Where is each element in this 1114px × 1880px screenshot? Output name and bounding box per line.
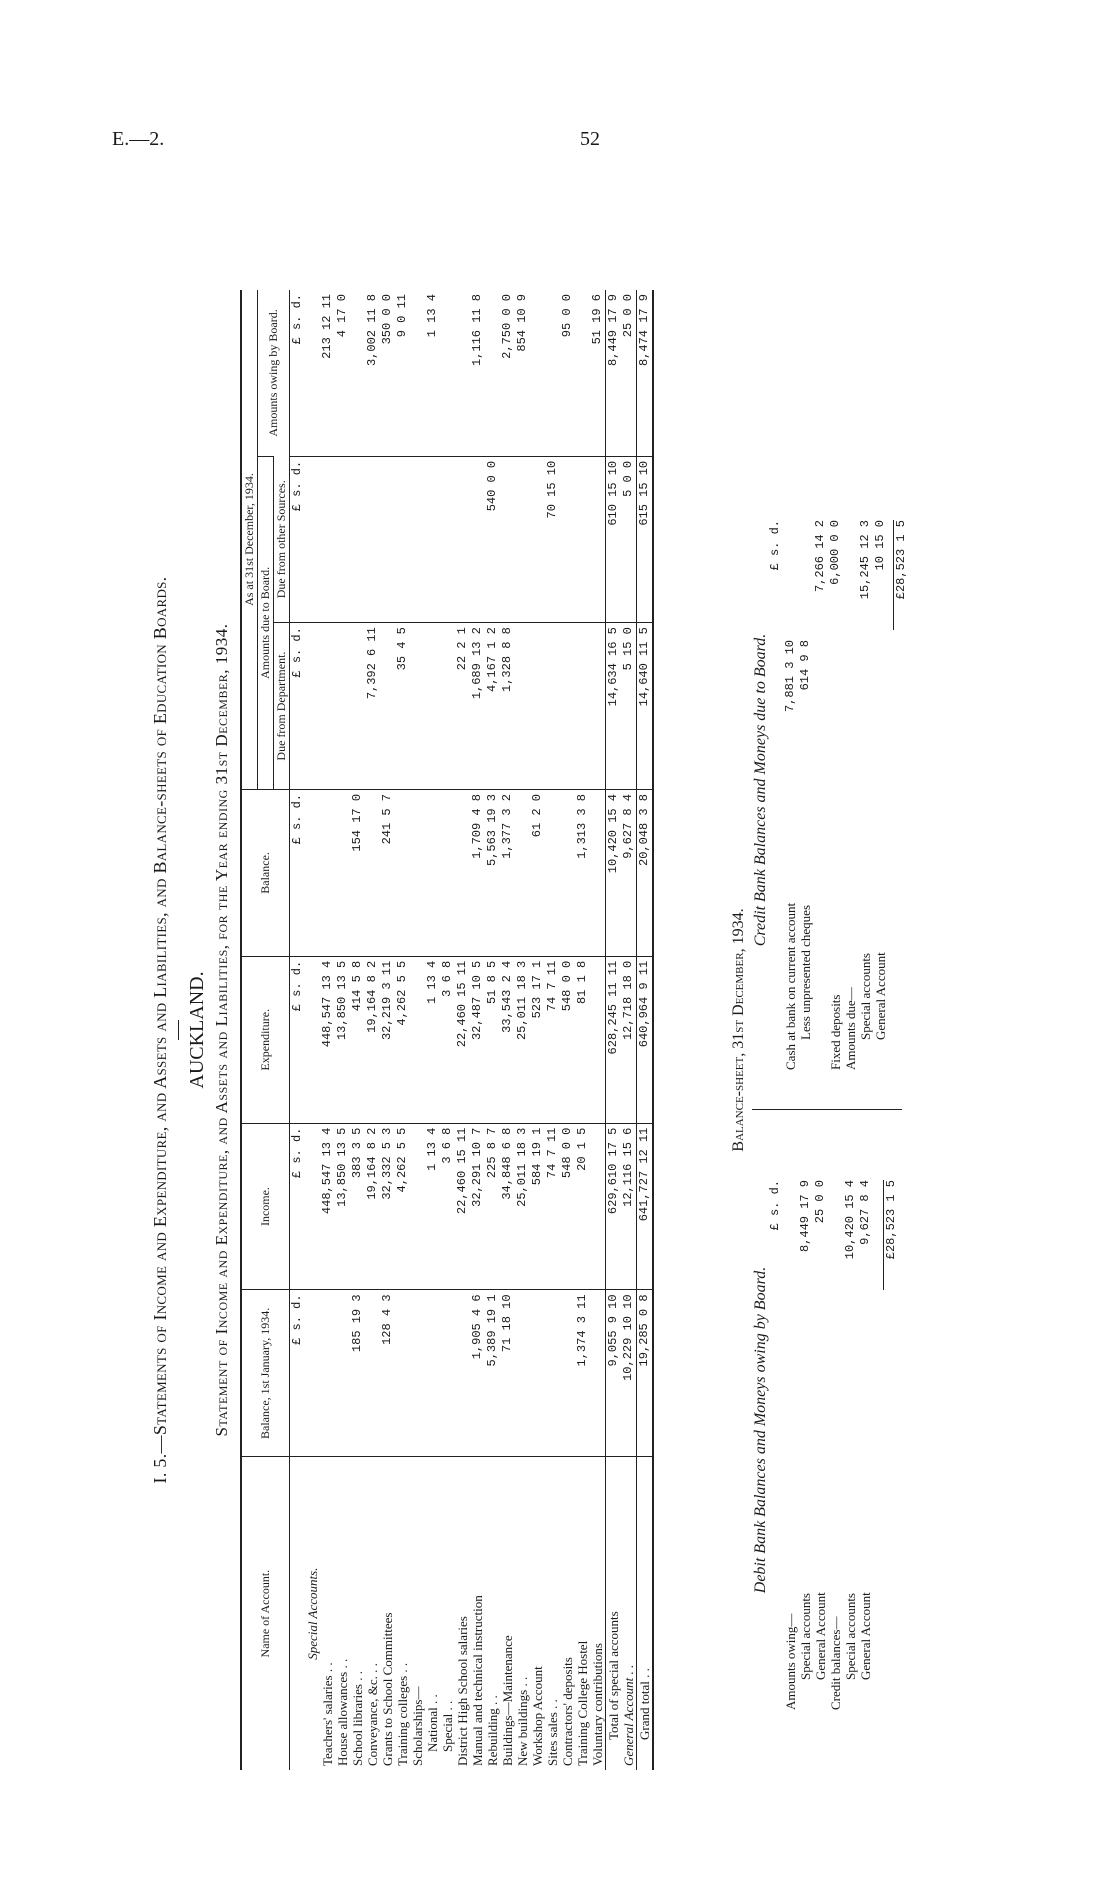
lsd-header: £ s. d. [290, 623, 306, 790]
amount-cell [515, 1290, 530, 1457]
account-name: Grants to School Committees [380, 1457, 395, 1770]
amount-cell [425, 456, 440, 622]
amount-cell [410, 956, 425, 1123]
balance-divider [752, 1109, 902, 1110]
account-name: Rebuilding . . [485, 1457, 500, 1770]
lsd-spacer [290, 1457, 306, 1770]
amount-cell: 4,262 5 5 [395, 956, 410, 1123]
amount-cell: 13,850 13 5 [335, 956, 350, 1123]
table-row [515, 290, 530, 1770]
amount-cell: 33,543 2 4 [500, 956, 515, 1123]
table-row [395, 290, 410, 1770]
district-title: AUCKLAND. [186, 971, 208, 1089]
amount-cell: 5 0 0 [621, 456, 637, 622]
statement-title: Statement of Income and Expenditure, and Assets and Liabilities, for the Year ending 31st December, 1934. [212, 623, 231, 1437]
amount-cell: 629,610 17 5 [606, 1123, 622, 1290]
amount-cell: 448,547 13 4 [320, 956, 335, 1123]
amount-cell [350, 456, 365, 622]
account-name: Scholarships— [410, 1457, 425, 1770]
income-expenditure-table [240, 290, 654, 1770]
amount-cell: 241 5 7 [380, 789, 395, 956]
lsd-header: £ s. d. [290, 456, 306, 622]
lsd-header: £ s. d. [290, 294, 304, 345]
amount-cell: 4,262 5 5 [395, 1123, 410, 1290]
col-balance-header: Balance. [241, 789, 290, 956]
credit-line-label: Amounts due— [843, 987, 858, 1070]
as-at-header: As at 31st December, 1934. [241, 290, 258, 789]
amount-cell [410, 1290, 425, 1457]
amount-cell [440, 290, 455, 456]
amount-cell: 19,285 0 8 [637, 1290, 654, 1457]
main-title: I. 5.—Statements of Income and Expenditure, and Assets and Liabilities, and Balance-sheets of Education Boards. [150, 576, 170, 1484]
amount-cell: 10,420 15 4 [606, 789, 622, 956]
amount-cell [560, 623, 575, 790]
amount-cell: 1,377 3 2 [500, 789, 515, 956]
amount-cell [560, 789, 575, 956]
amount-cell [515, 623, 530, 790]
amount-cell: 32,332 5 3 [380, 1123, 395, 1290]
amount-cell: 12,718 18 0 [621, 956, 637, 1123]
amount-cell: 641,727 12 11 [637, 1123, 654, 1290]
amount-cell: 548 0 0 [560, 1123, 575, 1290]
table-row [350, 290, 365, 1770]
account-name: District High School salaries [455, 1457, 470, 1770]
debit-lsd-header: £ s. d. [768, 1180, 782, 1231]
divider [178, 1020, 179, 1040]
amount-cell: 1,689 13 2 [470, 623, 485, 790]
amount-cell [380, 623, 395, 790]
credit-lsd-header: £ s. d. [768, 520, 782, 571]
amount-cell: 548 0 0 [560, 956, 575, 1123]
amount-cell: 154 17 0 [350, 789, 365, 956]
amount-cell [350, 290, 365, 456]
amount-cell: 25 0 0 [621, 294, 635, 338]
debit-line-amount: 10,420 15 4 [843, 1180, 857, 1260]
amount-cell [320, 1290, 335, 1457]
amount-cell [575, 290, 590, 456]
table-row [365, 290, 380, 1770]
amount-cell: 19,164 8 2 [365, 956, 380, 1123]
debit-total: £28,523 1 5 [883, 1180, 898, 1290]
credit-title: Credit Bank Balances and Moneys due to Board. [752, 633, 769, 947]
amount-cell [410, 1123, 425, 1290]
amount-cell [305, 1123, 320, 1290]
amount-cell: 628,245 11 11 [606, 956, 622, 1123]
amount-cell: 5 15 0 [621, 623, 637, 790]
table-row [335, 290, 350, 1770]
amount-cell [500, 456, 515, 622]
amount-cell [590, 956, 606, 1123]
amount-cell [530, 623, 545, 790]
amount-cell [590, 456, 606, 622]
lsd-header: £ s. d. [290, 956, 306, 1123]
amount-cell [305, 956, 320, 1123]
amount-cell: 74 7 11 [545, 956, 560, 1123]
amount-cell [455, 290, 470, 456]
table-row [440, 290, 455, 1770]
amount-cell [545, 623, 560, 790]
amount-cell [545, 789, 560, 956]
amount-cell [305, 290, 320, 456]
account-name: Sites sales . . [545, 1457, 560, 1770]
credit-line-amount2: 15,245 12 3 [858, 520, 872, 600]
amount-cell: 1,328 8 8 [500, 623, 515, 790]
table-body [305, 290, 653, 1770]
amount-cell: 25,011 18 3 [515, 1123, 530, 1290]
table-row [545, 290, 560, 1770]
rotated-content [150, 230, 950, 1830]
amount-cell [590, 623, 606, 790]
amount-cell [305, 789, 320, 956]
account-name: National . . [425, 1457, 440, 1770]
amount-cell: 51 19 6 [590, 294, 604, 345]
amount-cell: 22,460 15 11 [455, 956, 470, 1123]
amount-cell [350, 623, 365, 790]
credit-line-label: Less unpresented cheques [798, 904, 813, 1040]
table-row [410, 290, 425, 1770]
lsd-header: £ s. d. [290, 1290, 306, 1457]
amount-cell: 523 17 1 [530, 956, 545, 1123]
amount-cell [455, 1290, 470, 1457]
amount-cell: 95 0 0 [560, 294, 574, 338]
amount-cell [335, 623, 350, 790]
credit-line-label: Special accounts [858, 953, 873, 1040]
amount-cell: 81 1 8 [575, 956, 590, 1123]
amount-cell: 350 0 0 [380, 294, 394, 345]
amount-cell [335, 456, 350, 622]
amount-cell [485, 290, 500, 456]
amount-cell: 9,627 8 4 [621, 789, 637, 956]
amount-cell: 5,389 19 1 [485, 1290, 500, 1457]
amount-cell: 32,219 3 11 [380, 956, 395, 1123]
amount-cell: 32,487 10 5 [470, 956, 485, 1123]
amount-cell: 1,905 4 6 [470, 1290, 485, 1457]
amount-cell: 854 10 9 [515, 294, 529, 352]
account-name: School libraries . . [350, 1457, 365, 1770]
amount-cell: 22 2 1 [455, 623, 470, 790]
amount-cell: 20,048 3 8 [637, 789, 654, 956]
amount-cell: 8,474 17 9 [637, 290, 654, 456]
account-name: Contractors' deposits [560, 1457, 575, 1770]
amount-cell: 7,392 6 11 [365, 623, 380, 790]
debit-line-label: Amounts owing— [783, 1613, 798, 1710]
amount-cell: 448,547 13 4 [320, 1123, 335, 1290]
amount-cell [575, 623, 590, 790]
amount-cell [425, 1290, 440, 1457]
table-row [425, 290, 440, 1770]
amount-cell [320, 456, 335, 622]
account-name: Grand total . . [637, 1457, 654, 1770]
amount-cell: 213 12 11 [320, 294, 334, 359]
col-income-header: Income. [241, 1123, 290, 1290]
table-row [305, 290, 320, 1770]
amount-cell [515, 789, 530, 956]
account-name: Special Accounts. [305, 1457, 320, 1770]
balance-sheet-title: Balance-sheet, 31st December, 1934. [730, 908, 747, 1152]
table-row [380, 290, 395, 1770]
amount-cell [410, 456, 425, 622]
debit-line-amount: 8,449 17 9 [798, 1180, 812, 1253]
table-row [606, 290, 622, 1770]
page-number: 52 [580, 128, 600, 150]
account-name: Special . . [440, 1457, 455, 1770]
credit-line-label: Cash at bank on current account [783, 902, 798, 1070]
amount-cell [410, 789, 425, 956]
amount-cell: 4,167 1 2 [485, 623, 500, 790]
amount-cell: 20 1 5 [575, 1123, 590, 1290]
credit-line-label: Fixed deposits [828, 994, 843, 1070]
amount-cell [320, 789, 335, 956]
amount-cell [365, 789, 380, 956]
amount-cell: 3,002 11 8 [365, 294, 379, 367]
amount-cell: 35 4 5 [395, 623, 410, 790]
table-row [500, 290, 515, 1770]
account-name: House allowances . . [335, 1457, 350, 1770]
amount-cell [530, 456, 545, 622]
account-name: General Account . . [621, 1457, 637, 1770]
debit-line-label: General Account [813, 1592, 828, 1680]
amount-cell: 1 13 4 [425, 294, 439, 338]
amount-cell [590, 1123, 606, 1290]
amount-cell [575, 456, 590, 622]
amount-cell [470, 456, 485, 622]
page-ref: E.—2. [112, 128, 165, 150]
account-name: Training College Hostel [575, 1457, 590, 1770]
account-name: Teachers' salaries . . [320, 1457, 335, 1770]
table-row [470, 290, 485, 1770]
amount-cell: 34,848 6 8 [500, 1123, 515, 1290]
amount-cell: 1,709 4 8 [470, 789, 485, 956]
amount-cell: 14,634 16 5 [606, 623, 622, 790]
amount-cell [590, 789, 606, 956]
account-name: Voluntary contributions [590, 1457, 606, 1770]
col-balance-open-header: Balance, 1st January, 1934. [241, 1290, 290, 1457]
amount-cell [395, 789, 410, 956]
table-row [320, 290, 335, 1770]
account-name: Conveyance, &c. . . [365, 1457, 380, 1770]
amount-cell: 74 7 11 [545, 1123, 560, 1290]
credit-line-label: General Account [873, 952, 888, 1040]
amount-cell: 414 5 8 [350, 956, 365, 1123]
col-name-header: Name of Account. [241, 1457, 290, 1770]
amount-cell [455, 456, 470, 622]
col-due-dept-header: Due from Department. [274, 623, 290, 790]
col-expenditure-header: Expenditure. [241, 956, 290, 1123]
amount-cell: 5,563 19 3 [485, 789, 500, 956]
credit-total: £28,523 1 5 [893, 520, 908, 630]
amount-cell: 22,460 15 11 [455, 1123, 470, 1290]
amount-cell [530, 1290, 545, 1457]
table-row [575, 290, 590, 1770]
account-name: New buildings . . [515, 1457, 530, 1770]
account-name: Workshop Account [530, 1457, 545, 1770]
amount-cell [410, 623, 425, 790]
amount-cell [560, 1290, 575, 1457]
amount-cell [440, 789, 455, 956]
credit-line-amount2: 7,266 14 2 [813, 520, 827, 593]
credit-line-amount: 7,881 3 10 [783, 640, 797, 713]
amount-cell [305, 1290, 320, 1457]
amount-cell: 2,750 0 0 [500, 294, 514, 359]
amount-cell: 13,850 13 5 [335, 1123, 350, 1290]
col-due-other-header: Due from other Sources. [274, 456, 290, 622]
amount-cell: 19,164 8 2 [365, 1123, 380, 1290]
debit-line-label: Credit balances— [828, 1616, 843, 1710]
amount-cell [305, 456, 320, 622]
debit-line-label: General Account [858, 1592, 873, 1680]
debit-line-label: Special accounts [798, 1593, 813, 1680]
credit-line-amount: 614 9 8 [798, 640, 812, 691]
amount-cell: 584 19 1 [530, 1123, 545, 1290]
table-row [485, 290, 500, 1770]
table-row [621, 290, 637, 1770]
amount-cell [440, 1290, 455, 1457]
amount-cell: 14,640 11 5 [637, 623, 654, 790]
amount-cell: 12,116 15 6 [621, 1123, 637, 1290]
amount-cell: 1 13 4 [425, 956, 440, 1123]
amount-cell [380, 456, 395, 622]
amount-cell: 61 2 0 [530, 789, 545, 956]
amount-cell: 383 3 5 [350, 1123, 365, 1290]
credit-line-amount2: 6,000 0 0 [828, 520, 842, 585]
account-name: Manual and technical instruction [470, 1457, 485, 1770]
amount-cell: 540 0 0 [485, 456, 500, 622]
amounts-due-header: Amounts due to Board. [258, 456, 274, 789]
col-owing-header: Amounts owing by Board. [258, 290, 290, 456]
debit-line-amount: 9,627 8 4 [858, 1180, 872, 1245]
amount-cell [410, 290, 425, 456]
amount-cell [455, 789, 470, 956]
amount-cell: 51 8 5 [485, 956, 500, 1123]
amount-cell: 32,291 10 7 [470, 1123, 485, 1290]
amount-cell [395, 1290, 410, 1457]
debit-line-amount: 25 0 0 [813, 1180, 827, 1224]
amount-cell [560, 456, 575, 622]
amount-cell: 610 15 10 [606, 456, 622, 622]
amount-cell [545, 290, 560, 456]
amount-cell: 1 13 4 [425, 1123, 440, 1290]
debit-title: Debit Bank Balances and Moneys owing by Board. [752, 1266, 769, 1594]
account-name: Training colleges . . [395, 1457, 410, 1770]
amount-cell [425, 789, 440, 956]
table-row [530, 290, 545, 1770]
amount-cell: 70 15 10 [545, 456, 560, 622]
amount-cell: 8,449 17 9 [606, 290, 622, 456]
amount-cell [545, 1290, 560, 1457]
amount-cell: 9 0 11 [395, 294, 409, 338]
amount-cell: 1,116 11 8 [470, 294, 484, 367]
amount-cell [320, 623, 335, 790]
amount-cell: 640,964 9 11 [637, 956, 654, 1123]
amount-cell: 185 19 3 [350, 1290, 365, 1457]
amount-cell [515, 456, 530, 622]
amount-cell [440, 456, 455, 622]
amount-cell: 25,011 18 3 [515, 956, 530, 1123]
table-row [590, 290, 606, 1770]
account-name: Total of special accounts [606, 1457, 622, 1770]
amount-cell: 10,229 10 10 [621, 1290, 637, 1457]
account-name: Buildings—Maintenance [500, 1457, 515, 1770]
amount-cell [365, 456, 380, 622]
amount-cell: 1,313 3 8 [575, 789, 590, 956]
amount-cell: 3 6 8 [440, 1123, 455, 1290]
table-row [455, 290, 470, 1770]
credit-line-amount2: 10 15 0 [873, 520, 887, 571]
amount-cell [395, 456, 410, 622]
lsd-header: £ s. d. [290, 1123, 306, 1290]
amount-cell: 128 4 3 [380, 1290, 395, 1457]
amount-cell [335, 1290, 350, 1457]
table-row [637, 290, 654, 1770]
amount-cell: 1,374 3 11 [575, 1290, 590, 1457]
amount-cell [440, 623, 455, 790]
amount-cell [305, 623, 320, 790]
amount-cell [425, 623, 440, 790]
debit-line-label: Special accounts [843, 1593, 858, 1680]
amount-cell: 71 18 10 [500, 1290, 515, 1457]
amount-cell: 9,055 9 10 [606, 1290, 622, 1457]
amount-cell [530, 290, 545, 456]
lsd-header: £ s. d. [290, 789, 306, 956]
amount-cell [590, 1290, 606, 1457]
amount-cell: 225 8 7 [485, 1123, 500, 1290]
amount-cell [335, 789, 350, 956]
table-row [560, 290, 575, 1770]
amount-cell: 615 15 10 [637, 456, 654, 622]
amount-cell: 3 6 8 [440, 956, 455, 1123]
amount-cell [365, 1290, 380, 1457]
amount-cell: 4 17 0 [335, 294, 349, 338]
